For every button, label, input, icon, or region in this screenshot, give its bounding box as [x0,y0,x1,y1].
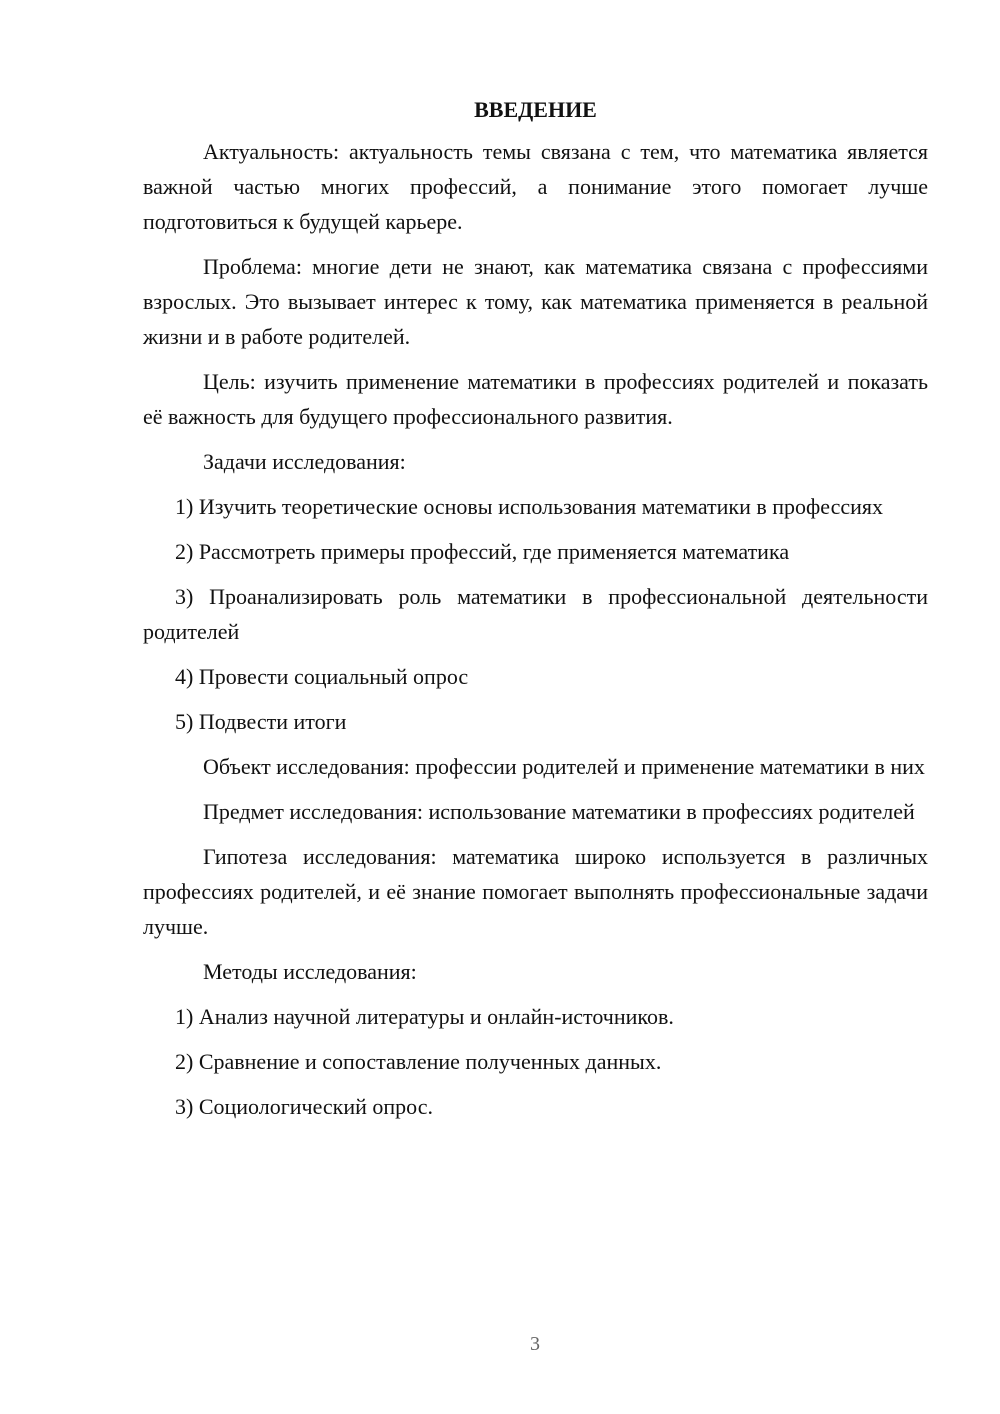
subject-paragraph: Предмет исследования: использование математики в профессиях родителей [203,799,915,824]
methods-heading: Методы исследования: [203,959,417,984]
document-page [143,92,928,1134]
task-item: 3) Проанализировать роль математики в профессиональной деятельности родителей [143,584,928,644]
hypothesis-paragraph: Гипотеза исследования: математика широко используется в различных профессиях родителей, и её знание помогает выполнять профессиональные задачи лучше. [143,844,928,939]
problem-paragraph: Проблема: многие дети не знают, как математика связана с профессиями взрослых. Это вызывает интерес к тому, как математика применяется в реальной жизни и в работе родителей. [143,254,928,349]
tasks-heading: Задачи исследования: [203,449,406,474]
method-item: 1) Анализ научной литературы и онлайн-источников. [175,1004,674,1029]
task-item: 4) Провести социальный опрос [175,664,469,689]
task-item: 2) Рассмотреть примеры профессий, где применяется математика [175,539,790,564]
method-item: 3) Социологический опрос. [175,1094,433,1119]
method-item: 2) Сравнение и сопоставление полученных данных. [175,1049,662,1074]
section-title: ВВЕДЕНИЕ [474,97,597,122]
page-number: 3 [530,1333,540,1355]
relevance-paragraph: Актуальность: актуальность темы связана с тем, что математика является важной частью многих профессий, а понимание этого помогает лучше подготовиться к будущей карьере. [143,139,928,234]
task-item: 5) Подвести итоги [175,709,347,734]
task-item: 1) Изучить теоретические основы использования математики в профессиях [175,494,884,519]
goal-paragraph: Цель: изучить применение математики в профессиях родителей и показать её важность для будущего профессионального развития. [143,369,928,429]
object-paragraph: Объект исследования: профессии родителей и применение математики в них [203,754,925,779]
